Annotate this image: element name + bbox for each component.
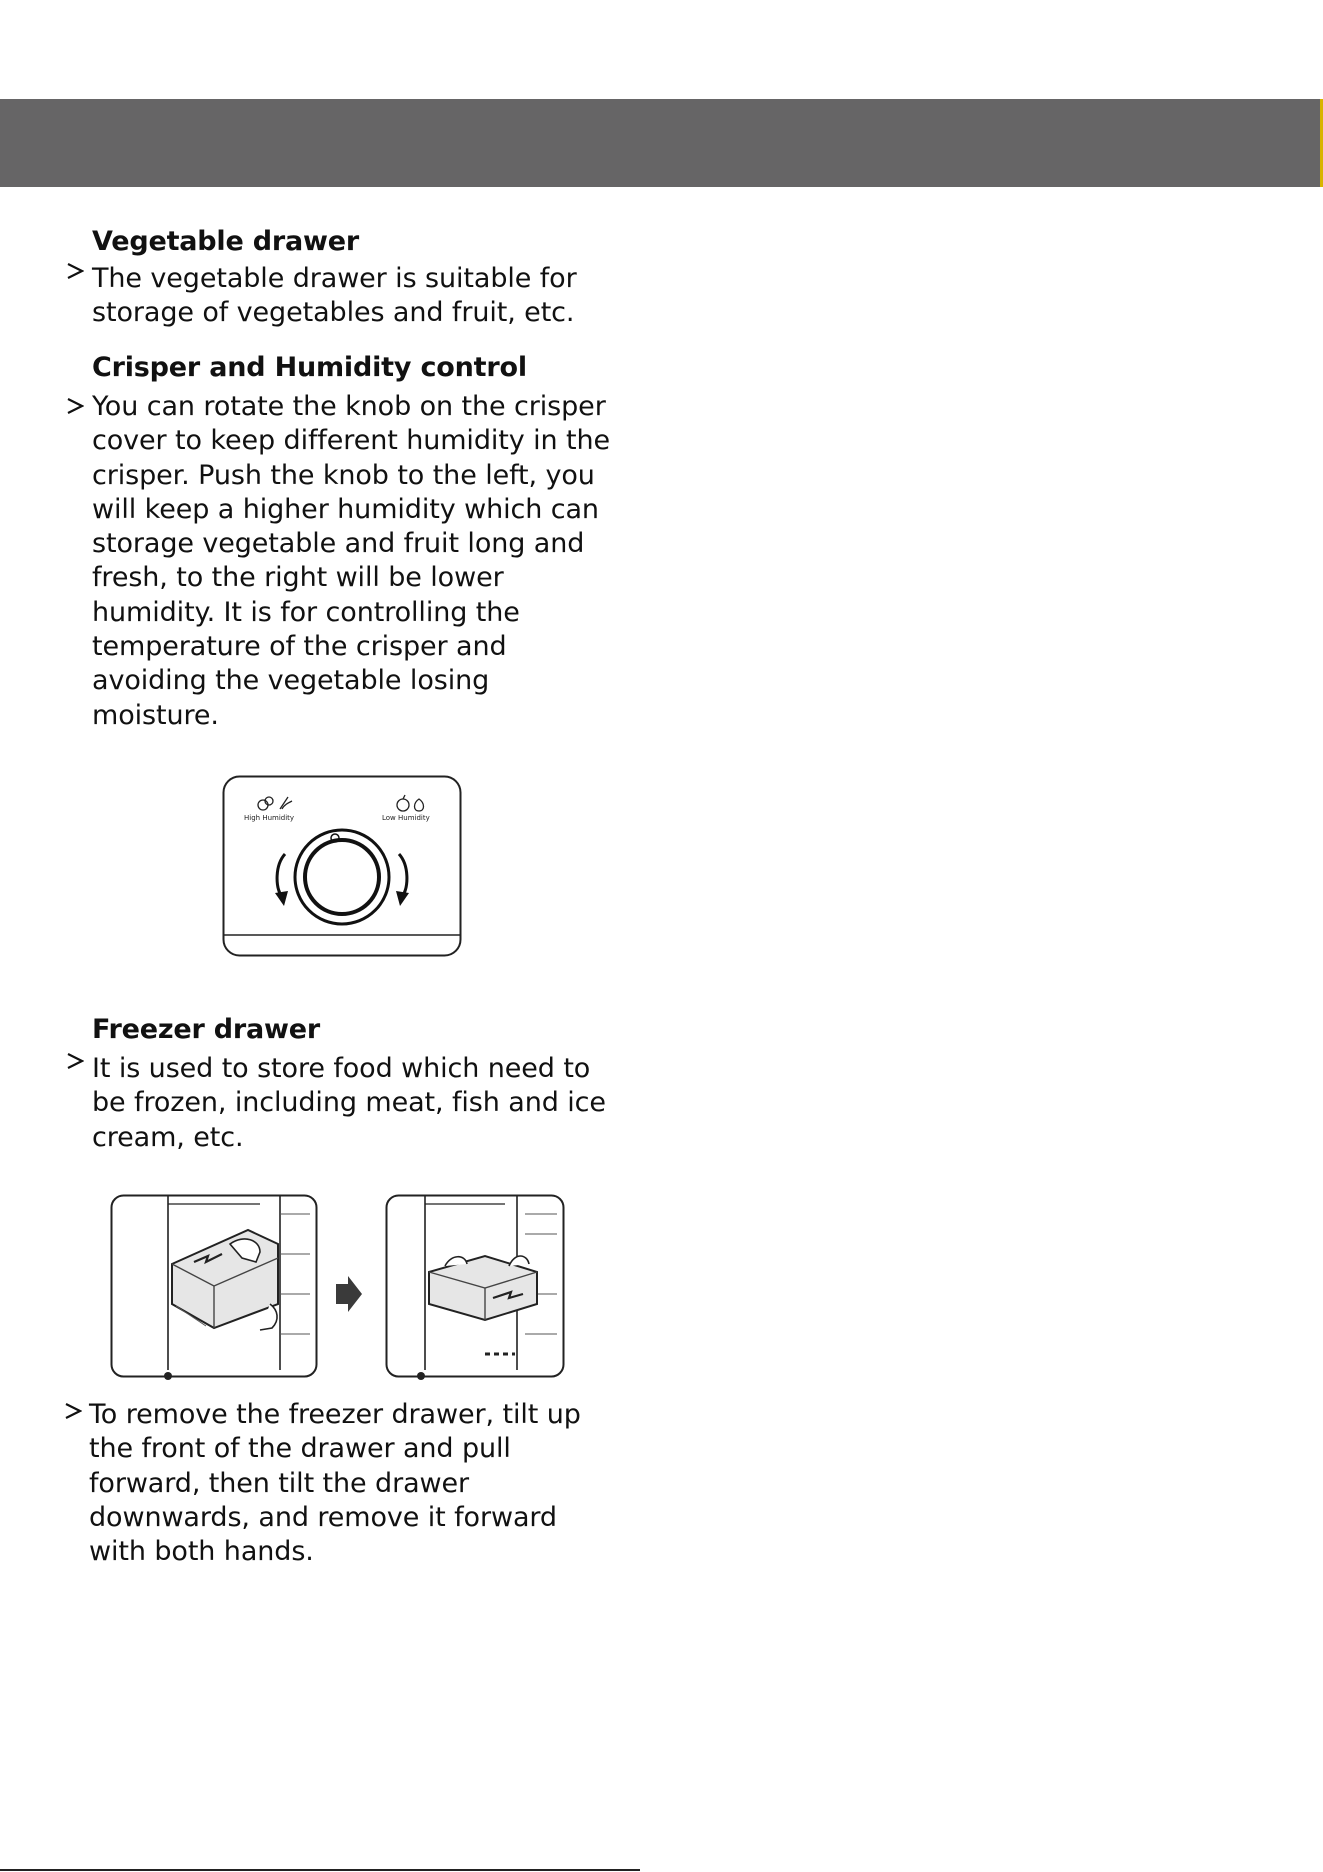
bullet-arrow-icon — [64, 1402, 82, 1420]
vegetable-drawer-heading: Vegetable drawer — [92, 226, 360, 257]
header-band — [0, 99, 1323, 187]
freezer-drawer-heading: Freezer drawer — [92, 1014, 321, 1045]
humidity-knob-figure — [222, 775, 462, 957]
bullet-arrow-icon — [66, 262, 84, 280]
crisper-text: You can rotate the knob on the crisper cover to keep different humidity in the crisper. Push the knob to the left, you will keep a higher humidity which can storage vegetable and fruit long and fresh, to the right will be lower humidity. It is for controlling the temperature of the crisper and avoiding the vegetable losing moisture. — [92, 391, 611, 731]
freezer-drawer-step2-illustration — [385, 1194, 565, 1380]
humidity-knob — [295, 830, 389, 924]
freezer-drawer-text: It is used to store food which need to be frozen, including meat, fish and ice cream, etc. — [92, 1053, 606, 1153]
high-humidity-label: High Humidity — [244, 814, 295, 822]
bullet-arrow-icon — [66, 1052, 84, 1070]
footer-rule — [0, 1869, 640, 1871]
freezer-drawer-step1-illustration — [110, 1194, 318, 1380]
bullet-arrow-icon — [66, 397, 84, 415]
crisper-heading: Crisper and Humidity control — [92, 352, 527, 383]
low-humidity-label: Low Humidity — [382, 814, 430, 822]
step-arrow-icon — [334, 1274, 364, 1314]
vegetable-drawer-text: The vegetable drawer is suitable for storage of vegetables and fruit, etc. — [92, 263, 577, 329]
freezer-removal-text: To remove the freezer drawer, tilt up the front of the drawer and pull forward, then tilt the drawer downwards, and remove it forward with both hands. — [89, 1399, 581, 1568]
